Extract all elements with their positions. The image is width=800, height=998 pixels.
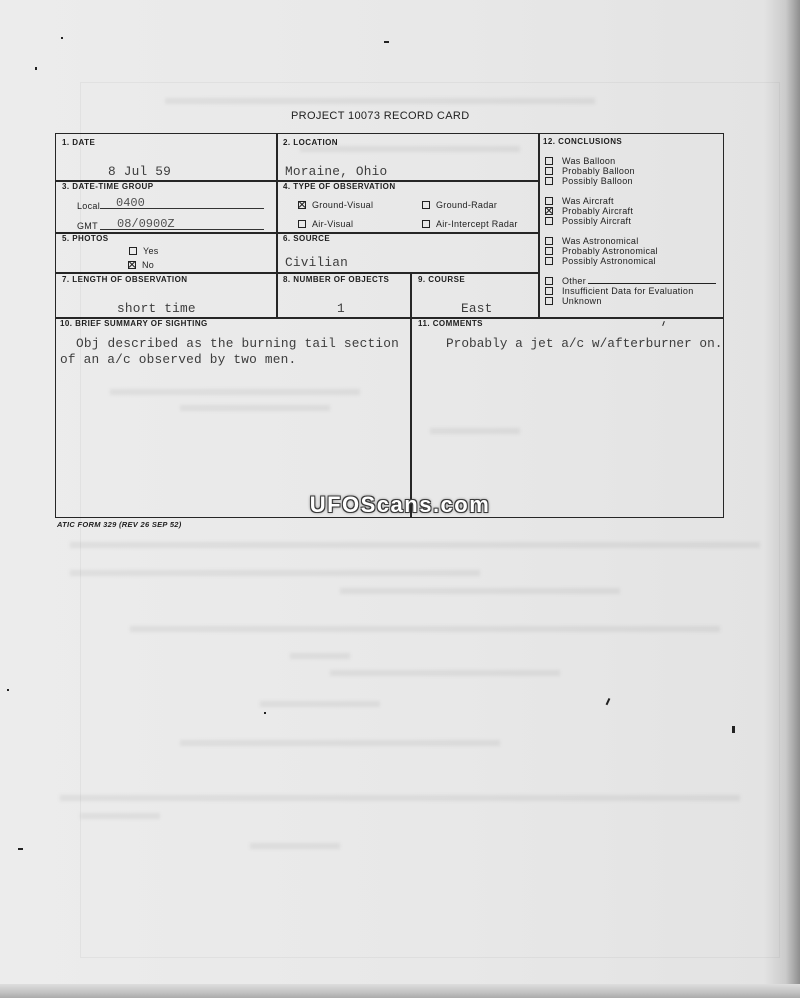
bleed-through-mark <box>260 701 380 707</box>
was-astronomical-label: Was Astronomical <box>562 236 639 246</box>
location-label: 2. LOCATION <box>283 138 339 147</box>
course-label: 9. COURSE <box>418 275 466 284</box>
scan-speck <box>264 712 266 714</box>
air-intercept-radar-checkbox <box>422 220 430 228</box>
option-ground-radar <box>422 200 497 210</box>
conclusion-item <box>543 256 716 266</box>
source-value: Civilian <box>285 255 349 270</box>
other-label: Other <box>562 276 587 286</box>
other-underline <box>588 283 716 284</box>
air-visual-checkbox <box>298 220 306 228</box>
watermark: UFOScans.com <box>309 492 491 517</box>
bleed-through-mark <box>165 98 595 104</box>
other-checkbox <box>545 277 553 285</box>
comments-text: Probably a jet a/c w/afterburner on. <box>446 336 723 351</box>
option-photos-no <box>128 260 154 270</box>
unknown-label: Unknown <box>562 296 602 306</box>
option-ground-visual <box>298 200 373 210</box>
photos-yes-label: Yes <box>143 246 159 256</box>
possibly-astronomical-checkbox <box>545 257 553 265</box>
scan-speck <box>35 67 37 70</box>
column-divider <box>276 133 278 317</box>
conclusion-item <box>543 206 716 216</box>
scan-speck <box>18 848 23 850</box>
date-label: 1. DATE <box>62 138 96 147</box>
air-intercept-radar-label: Air-Intercept Radar <box>436 219 518 229</box>
was-balloon-label: Was Balloon <box>562 156 616 166</box>
local-time-value: 0400 <box>116 196 145 210</box>
ground-radar-label: Ground-Radar <box>436 200 498 210</box>
was-aircraft-label: Was Aircraft <box>562 196 614 206</box>
photos-no-label: No <box>142 260 155 270</box>
conclusions-list <box>543 156 716 306</box>
probably-balloon-label: Probably Balloon <box>562 166 635 176</box>
bleed-through-mark <box>70 570 480 576</box>
probably-astronomical-label: Probably Astronomical <box>562 246 658 256</box>
insufficient-data-checkbox <box>545 287 553 295</box>
form-title: PROJECT 10073 RECORD CARD <box>291 110 470 122</box>
page-bottom-edge <box>0 984 800 998</box>
was-astronomical-checkbox <box>545 237 553 245</box>
was-aircraft-checkbox <box>545 197 553 205</box>
conclusion-item <box>543 286 716 296</box>
brief-summary-text: Obj described as the burning tail section of an a/c observed by two men. <box>60 336 400 367</box>
option-air-visual <box>298 219 353 229</box>
ground-visual-checkbox <box>298 201 306 209</box>
probably-aircraft-label: Probably Aircraft <box>562 206 634 216</box>
option-air-intercept-radar <box>422 219 518 229</box>
scan-speck <box>732 726 735 733</box>
number-of-objects-label: 8. NUMBER OF OBJECTS <box>283 275 390 284</box>
insufficient-data-label: Insufficient Data for Evaluation <box>562 286 694 296</box>
gmt-label: GMT <box>77 221 98 231</box>
photos-yes-checkbox <box>129 247 137 255</box>
conclusion-item <box>543 276 716 286</box>
form-number: ATIC FORM 329 (REV 26 SEP 52) <box>57 520 182 529</box>
local-time-label: Local <box>77 201 101 211</box>
possibly-balloon-label: Possibly Balloon <box>562 176 633 186</box>
probably-balloon-checkbox <box>545 167 553 175</box>
bleed-through-mark <box>330 670 560 676</box>
scan-speck <box>61 37 63 39</box>
conclusion-item <box>543 166 716 176</box>
bleed-through-mark <box>70 542 760 548</box>
bleed-through-mark <box>60 795 740 801</box>
conclusion-item <box>543 296 716 306</box>
conclusions-label: 12. CONCLUSIONS <box>543 137 623 146</box>
possibly-aircraft-label: Possibly Aircraft <box>562 216 632 226</box>
ground-visual-label: Ground-Visual <box>312 200 374 210</box>
bleed-through-mark <box>180 740 500 746</box>
ground-radar-checkbox <box>422 201 430 209</box>
brief-summary-label: 10. BRIEF SUMMARY OF SIGHTING <box>60 319 208 328</box>
length-of-observation-label: 7. LENGTH OF OBSERVATION <box>62 275 188 284</box>
conclusion-item <box>543 216 716 226</box>
option-photos-yes <box>129 246 159 256</box>
course-value: East <box>461 301 493 316</box>
conclusion-item <box>543 246 716 256</box>
bleed-through-mark <box>250 843 340 849</box>
date-value: 8 Jul 59 <box>108 164 172 179</box>
bleed-through-mark <box>130 626 720 632</box>
possibly-balloon-checkbox <box>545 177 553 185</box>
conclusion-item <box>543 156 716 166</box>
probably-aircraft-checkbox <box>545 207 553 215</box>
conclusion-item <box>543 196 716 206</box>
unknown-checkbox <box>545 297 553 305</box>
type-of-observation-label: 4. TYPE OF OBSERVATION <box>283 182 396 191</box>
photos-no-checkbox <box>128 261 136 269</box>
conclusion-item <box>543 236 716 246</box>
gmt-value: 08/0900Z <box>117 217 175 231</box>
possibly-aircraft-checkbox <box>545 217 553 225</box>
conclusion-item <box>543 176 716 186</box>
number-of-objects-value: 1 <box>337 301 345 316</box>
comments-label: 11. COMMENTS <box>418 319 483 328</box>
source-label: 6. SOURCE <box>283 234 331 243</box>
probably-astronomical-checkbox <box>545 247 553 255</box>
bleed-through-mark <box>290 653 350 659</box>
column-divider <box>538 133 540 317</box>
photos-label: 5. PHOTOS <box>62 234 109 243</box>
location-value: Moraine, Ohio <box>285 164 388 179</box>
length-of-observation-value: short time <box>117 301 196 316</box>
possibly-astronomical-label: Possibly Astronomical <box>562 256 656 266</box>
row-divider <box>55 272 538 274</box>
scan-speck <box>384 41 389 43</box>
air-visual-label: Air-Visual <box>312 219 354 229</box>
date-time-group-label: 3. DATE-TIME GROUP <box>62 182 154 191</box>
column-divider <box>410 272 412 518</box>
was-balloon-checkbox <box>545 157 553 165</box>
bleed-through-mark <box>340 588 620 594</box>
bleed-through-mark <box>80 813 160 819</box>
scan-speck <box>7 689 9 691</box>
